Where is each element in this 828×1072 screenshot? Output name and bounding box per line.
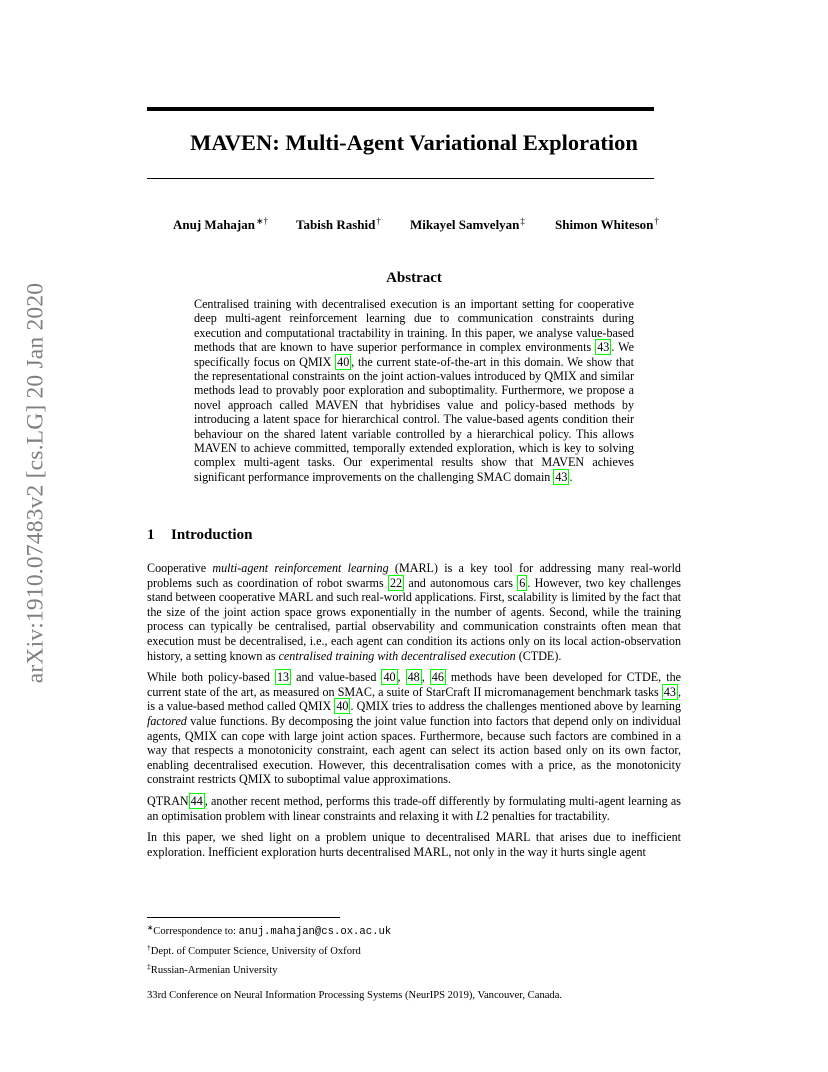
emphasis: factored: [147, 713, 187, 728]
author-name: Shimon Whiteson: [555, 217, 654, 232]
arxiv-identifier-text: arXiv:1910.07483v2 [cs.LG] 20 Jan 2020: [22, 282, 49, 683]
abstract-text-run: . We specifically focus on QMIX: [194, 340, 634, 369]
abstract-text-run: , the current state-of-the-art in this domain. We show that the representational constraints on the joint action-values introduced by QMIX and similar methods lead to provably poor exploration and suboptimality. Furthermore, we propose a novel approach called MAVEN that hybridises value and policy-based methods by introducing a latent space for hierarchical control. The value-based agents condition their behaviour on the shared latent variable controlled by a hierarchical policy. This allows MAVEN to achieve committed, temporally extended exploration, which is key to solving complex multi-agent tasks. Our experimental results show that MAVEN achieves significant performance improvements on the challenging SMAC domain: [194, 354, 634, 484]
citation-link[interactable]: 40: [383, 670, 396, 685]
text-run: Cooperative: [147, 561, 213, 575]
author-name: Anuj Mahajan: [173, 217, 255, 232]
footnote-text: Russian-Armenian University: [150, 965, 278, 977]
footnote-mark: ∗: [147, 923, 154, 932]
text-run: and autonomous cars: [404, 575, 518, 590]
text-run: . However, two key challenges stand between cooperative MARL and such real-world applications. First, scalability is limited by the fact that the size of the joint action space grows exponentially in the number of agents. Second, while the training process can typically be centralised, partial observability and communication constraints often mean that execution must be decentralised, i.e., each agent can condition its actions only on its local action-observation history, a setting known as: [147, 575, 681, 663]
section-heading: [147, 527, 252, 544]
arxiv-identifier: [20, 282, 52, 683]
paragraph: [147, 561, 681, 663]
section-number: 1: [147, 527, 155, 543]
citation-link[interactable]: 44: [190, 793, 203, 808]
abstract-text-run: Centralised training with decentralised execution is an important setting for cooperative deep multi-agent reinforcement learning due to communication constraints during execution and computational tractability in training. In this paper, we analyse value-based methods that are known to have superior performance in complex environments: [194, 297, 634, 355]
conference-note: 33rd Conference on Neural Information Processing Systems (NeurIPS 2019), Vancouver, Canada.: [147, 990, 563, 1001]
author-affiliation-mark: ‡: [520, 216, 525, 226]
citation-link[interactable]: 43: [663, 684, 676, 699]
text-run: ,: [397, 670, 406, 685]
paragraph: [147, 794, 681, 823]
title-rule-top: [147, 107, 654, 111]
emphasis: centralised training with decentralised execution: [278, 648, 516, 663]
text-run: While both policy-based: [147, 670, 275, 685]
abstract-text: [194, 297, 634, 484]
author: [555, 216, 659, 233]
paragraph: In this paper, we shed light on a problem unique to decentralised MARL that arises due to inefficient exploration. Inefficient exploration hurts decentralised MARL, not only in the way it hurts single agent: [147, 830, 681, 859]
abstract-heading: Abstract: [386, 270, 442, 286]
text-run: . QMIX tries to address the challenges mentioned above by learning: [350, 699, 681, 714]
text-run: (MARL) is a key tool for addressing many real-world problems such as coordination of robot swarms: [147, 561, 681, 590]
citation-link[interactable]: 43: [555, 469, 568, 484]
citation-link[interactable]: 40: [337, 354, 350, 369]
author: [173, 216, 268, 233]
emphasis: multi-agent reinforcement learning: [212, 561, 389, 575]
text-run: , is a value-based method called QMIX: [147, 684, 681, 714]
email-link[interactable]: anuj.mahajan@cs.ox.ac.uk: [238, 926, 392, 938]
text-run: , another recent method, performs this trade-off differently by formulating multi-agent learning as an optimisation problem with linear constraints and relaxing it with: [147, 793, 681, 823]
paper-title: MAVEN: Multi-Agent Variational Exploration: [190, 130, 638, 155]
footnote: [147, 940, 681, 959]
author-name: Mikayel Samvelyan: [410, 217, 520, 232]
author-name: Tabish Rashid: [296, 217, 376, 232]
author: [296, 216, 381, 233]
author: [410, 216, 525, 233]
paragraph: [147, 670, 681, 787]
citation-link[interactable]: 43: [597, 340, 610, 355]
author-affiliation-mark: †: [376, 216, 381, 226]
footnotes: [147, 920, 681, 979]
author-affiliation-mark: ∗†: [256, 216, 269, 226]
citation-link[interactable]: 46: [431, 670, 444, 685]
text-run: 2 penalties for tractability.: [482, 808, 610, 823]
section-title: Introduction: [171, 527, 253, 543]
math-symbol: L: [476, 808, 483, 823]
abstract-text-run: .: [569, 469, 573, 484]
text-run: value functions. By decomposing the joint value function into factors that depend only on individual agents, QMIX can cope with large joint action spaces. Furthermore, because such factors are combined in a way that respects a monotonicity constraint, each agent can select its action based only on its own factor, enabling decentralised execution. However, this decentralisation comes with a price, as the monotonicity constraint restricts QMIX to suboptimal value approximations.: [147, 713, 681, 787]
footnote: [147, 959, 681, 978]
author-list: [147, 216, 681, 234]
text-run: (CTDE).: [515, 648, 562, 663]
footnote-text: Dept. of Computer Science, University of Oxford: [150, 946, 361, 958]
citation-link[interactable]: 6: [519, 575, 526, 590]
footnote-mark: †: [147, 943, 151, 953]
citation-link[interactable]: 22: [389, 575, 403, 590]
title-rule-bottom: [147, 178, 654, 179]
footnote-rule: [147, 917, 340, 918]
footnote-text: Correspondence to:: [153, 926, 239, 937]
citation-link[interactable]: 13: [276, 670, 290, 685]
text-run: methods have been developed for CTDE, the current state of the art, as measured on SMAC, a suite of StarCraft II micromanagement benchmark tasks: [147, 670, 682, 699]
footnote: [147, 920, 681, 940]
footnote-mark: ‡: [147, 962, 151, 972]
text-run: and value-based: [291, 670, 382, 685]
text-run: ,: [421, 670, 430, 685]
text-run: QTRAN: [147, 793, 189, 808]
citation-link[interactable]: 48: [407, 670, 420, 685]
citation-link[interactable]: 40: [336, 699, 349, 714]
introduction-body: [147, 561, 681, 866]
author-affiliation-mark: †: [654, 216, 659, 226]
